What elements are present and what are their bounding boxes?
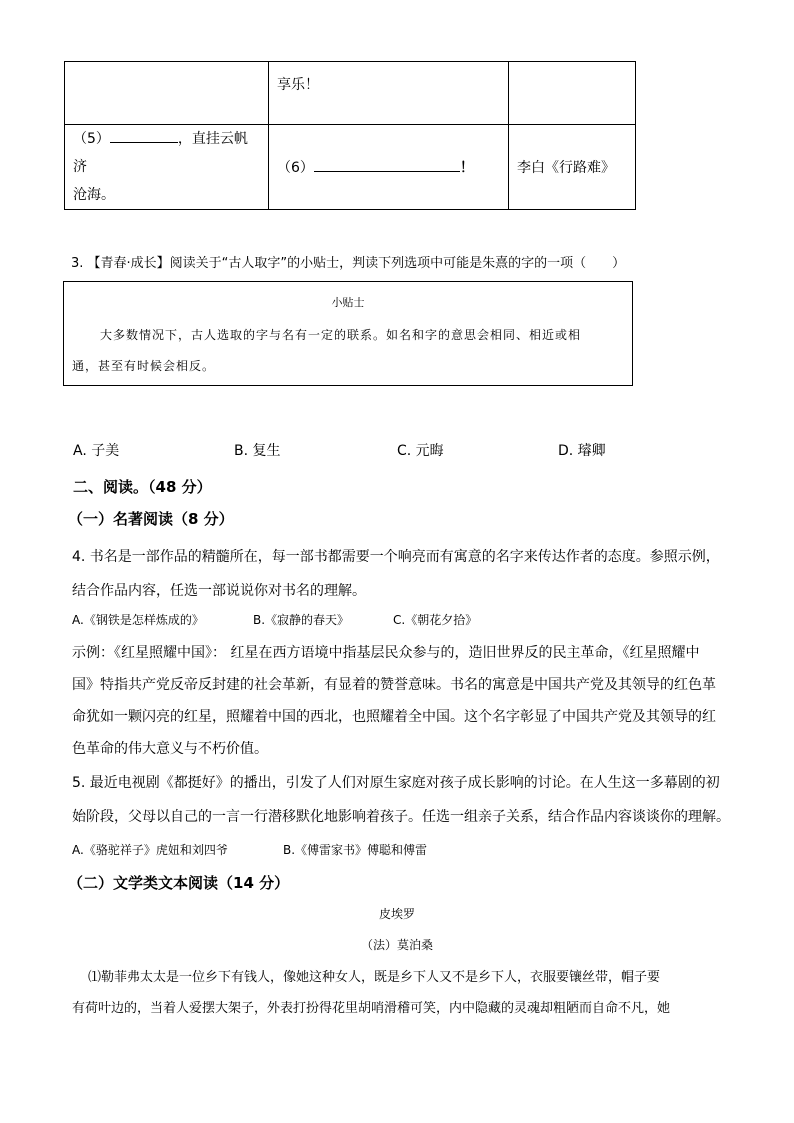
option-a[interactable]: A. 子美	[73, 443, 120, 459]
option-b[interactable]: B. 复生	[234, 443, 281, 459]
example-text: 色革命的伟大意义与不朽价值。	[72, 741, 268, 757]
subsection-heading: （一）名著阅读（8 分）	[68, 510, 234, 528]
cell-text: 享乐！	[277, 77, 319, 93]
table-cell	[509, 125, 636, 210]
story-title: 皮埃罗	[378, 907, 415, 921]
table-row	[65, 125, 636, 210]
tip-text: 通，甚至有时候会相反。	[72, 359, 216, 373]
blank-number: （6）	[277, 160, 314, 176]
cell-text: ！	[459, 160, 474, 176]
q5-option-b[interactable]: B.《傅雷家书》傅聪和傅雷	[283, 843, 428, 857]
story-author: （法）莫泊桑	[360, 938, 433, 952]
cell-text: 沧海。	[73, 187, 115, 203]
table-row	[65, 62, 636, 125]
story-paragraph: ⑴勒菲弗太太是一位乡下有钱人，像她这种女人，既是乡下人又不是乡下人，衣服要镶丝带，帽子要	[88, 970, 661, 985]
tip-title: 小贴士	[331, 296, 365, 309]
table-cell	[65, 62, 269, 125]
subsection-heading: （二）文学类文本阅读（14 分）	[68, 874, 290, 892]
question-4-text: 4. 书名是一部作品的精髓所在，每一部书都需要一个响亮而有寓意的名字来传达作者的态度。参照示例，	[72, 549, 720, 565]
cell-text: 李白《行路难》	[517, 160, 615, 176]
cell-text: ，直挂云帆济	[73, 131, 248, 175]
table-cell	[509, 62, 636, 125]
q4-option-c[interactable]: C.《朝花夕拾》	[393, 613, 478, 627]
question-5-text: 始阶段，父母以自己的一言一行潜移默化地影响着孩子。任选一组亲子关系，结合作品内容谈谈你的理解。	[72, 809, 730, 825]
story-paragraph: 有荷叶边的，当着人爱摆大架子，外表打扮得花里胡哨滑稽可笑，内中隐藏的灵魂却粗陋而自命不凡，她	[72, 1001, 671, 1016]
fill-blank-6[interactable]	[314, 158, 460, 172]
section-heading: 二、阅读。（48 分）	[73, 478, 212, 496]
q4-option-a[interactable]: A.《钢铁是怎样炼成的》	[72, 613, 204, 627]
table-cell	[269, 62, 509, 125]
table-cell	[65, 125, 269, 210]
fill-blank-5[interactable]	[110, 129, 178, 143]
question-3-stem: 3. 【青春·成长】阅读关于“古人取字”的小贴士，判读下列选项中可能是朱熹的字的一项（ ）	[71, 256, 626, 271]
tip-box	[63, 281, 633, 386]
option-d[interactable]: D. 璿卿	[558, 443, 606, 459]
option-c[interactable]: C. 元晦	[397, 443, 444, 459]
question-5-text: 5. 最近电视剧《都挺好》的播出，引发了人们对原生家庭对孩子成长影响的讨论。在人生这一多幕剧的初	[72, 775, 720, 791]
blank-number: （5）	[73, 131, 110, 147]
tip-text: 大多数情况下，古人选取的字与名有一定的联系。如名和字的意思会相同、相近或相	[100, 328, 582, 342]
example-text: 示例：《红星照耀中国》： 红星在西方语境中指基层民众参与的，造旧世界反的民主革命，《红星照耀中	[72, 645, 700, 661]
q5-option-a[interactable]: A.《骆驼祥子》虎妞和刘四爷	[72, 843, 228, 857]
example-text: 命犹如一颗闪亮的红星，照耀着中国的西北，也照耀着全中国。这个名字彰显了中国共产党及其领导的红	[72, 709, 716, 725]
question-4-text: 结合作品内容，任选一部说说你对书名的理解。	[72, 583, 366, 599]
example-text: 国》特指共产党反帝反封建的社会革新，有显着的赞誉意味。书名的寓意是中国共产党及其领导的红色革	[72, 677, 716, 693]
poem-table	[64, 61, 636, 210]
q4-option-b[interactable]: B.《寂静的春天》	[253, 613, 350, 627]
table-cell	[269, 125, 509, 210]
